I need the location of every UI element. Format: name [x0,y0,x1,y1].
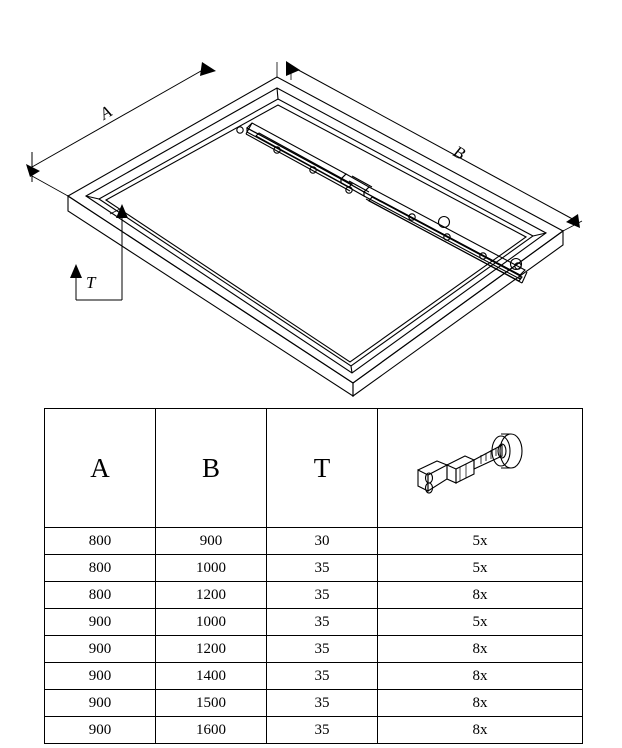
dim-line-a [32,67,208,167]
mount-plate [428,465,447,491]
column-header-b: B [156,409,267,528]
cell-a: 900 [45,717,156,744]
tray-front-right-edge [353,231,563,396]
table-row [45,690,583,717]
channel-frame-right [366,199,522,283]
table-row [45,717,583,744]
cell-b: 1000 [156,555,267,582]
ext-line-a-bottom [32,176,68,196]
cell-b: 1200 [156,582,267,609]
cell-t: 35 [267,555,378,582]
rim-tick-top [277,88,278,99]
column-header-a: A [45,409,156,528]
cell-t: 35 [267,609,378,636]
cell-a: 900 [45,609,156,636]
fastener-ring [439,217,450,228]
tray-top-face [68,77,563,383]
table-row [45,555,583,582]
rod-threads [481,448,496,464]
cell-b: 1000 [156,609,267,636]
cell-a: 900 [45,663,156,690]
cell-t: 35 [267,636,378,663]
cell-t: 35 [267,582,378,609]
leg-bracket-icon [378,409,582,527]
cell-b: 1200 [156,636,267,663]
cell-t: 35 [267,690,378,717]
table-body [45,528,583,744]
cell-quantity: 8x [378,636,583,663]
tray-front-left-edge [68,196,353,396]
cell-a: 900 [45,690,156,717]
cell-quantity: 5x [378,555,583,582]
table-row [45,663,583,690]
cell-quantity: 8x [378,663,583,690]
channel-upper-left [247,123,346,179]
dim-label-b: B [450,141,469,164]
sleeve-top [447,456,474,465]
dim-arrow-b [286,61,300,76]
dim-label-a: A [96,101,115,124]
channel-frame-left [246,134,350,191]
table-row [45,609,583,636]
table-header-row [45,409,583,528]
sleeve-end [447,465,456,483]
cell-quantity: 5x [378,528,583,555]
cell-b: 1500 [156,690,267,717]
cell-a: 800 [45,528,156,555]
cell-t: 30 [267,528,378,555]
cell-a: 800 [45,555,156,582]
cell-t: 35 [267,717,378,744]
channel-lower-right [364,187,525,275]
cell-a: 800 [45,582,156,609]
cell-b: 900 [156,528,267,555]
cell-b: 1400 [156,663,267,690]
mount-plate-top [418,461,447,470]
dim-arrow-a [200,62,216,76]
cell-t: 35 [267,663,378,690]
column-header-t: T [267,409,378,528]
cell-quantity: 8x [378,690,583,717]
mount-hole-lower [426,483,433,493]
tray-basin-outline [99,99,533,366]
mount-plate-side [418,470,428,491]
dim-label-t: T [86,273,96,292]
cell-b: 1600 [156,717,267,744]
dim-line-b [291,66,578,222]
tray-inner-rim [86,88,546,373]
drain-box-line-1 [352,176,372,187]
cell-quantity: 8x [378,717,583,744]
table-row [45,528,583,555]
sleeve-body [456,460,474,483]
flange-disc-inner [492,436,510,466]
cell-quantity: 8x [378,582,583,609]
flange-disc [500,434,522,468]
cell-quantity: 5x [378,609,583,636]
specification-table [44,408,583,744]
fastener-dot [237,127,243,133]
column-header-quantity [378,409,583,528]
dim-arrow-t2 [70,264,82,278]
cell-a: 900 [45,636,156,663]
table-row [45,582,583,609]
table-row [45,636,583,663]
